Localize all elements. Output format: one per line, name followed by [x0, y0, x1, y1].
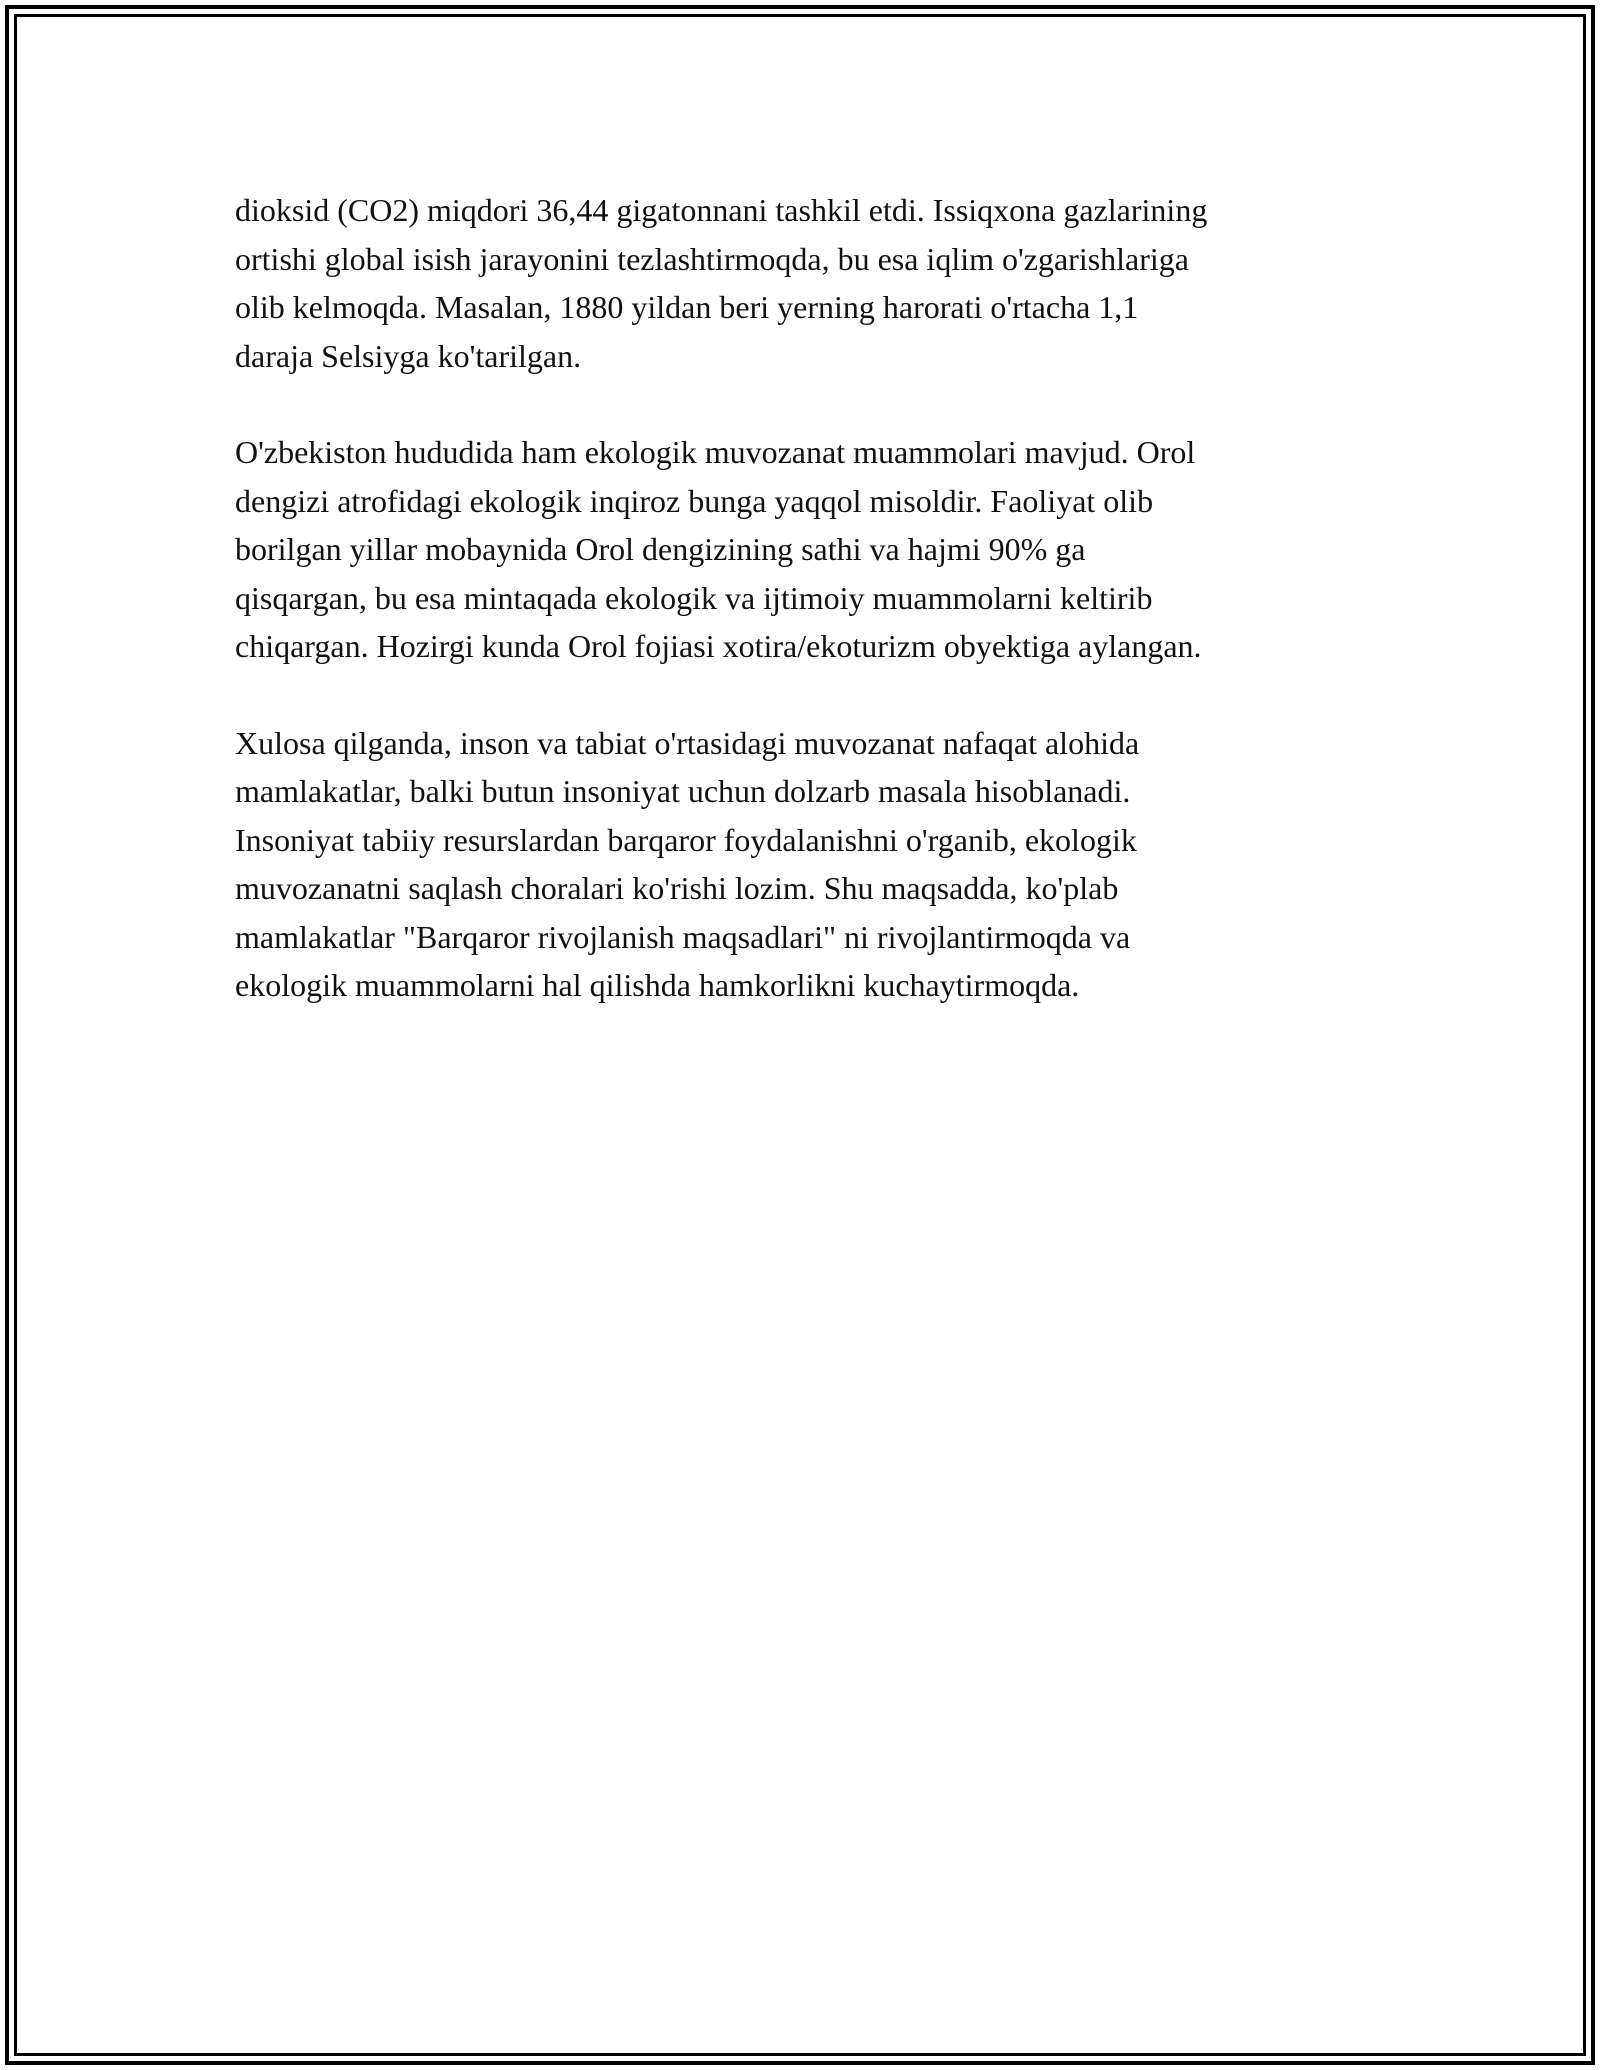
- paragraph-conclusion: Xulosa qilganda, inson va tabiat o'rtasidagi muvozanat nafaqat alohida mamlakatlar, balki butun insoniyat uchun dolzarb masala hisoblanadi. Insoniyat tabiiy resurslardan barqaror foydalanishni o'rganib, ekologik muvozanatni saqlash choralari ko'rishi lozim. Shu maqsadda, ko'plab mamlakatlar "Barqaror rivojlanish maqsadlari" ni rivojlantirmoqda va ekologik muammolarni hal qilishda hamkorlikni kuchaytirmoqda.: [235, 724, 1140, 1003]
- paragraph-co2-emissions: dioksid (CO2) miqdori 36,44 gigatonnani tashkil etdi. Issiqxona gazlarining ortishi global isish jarayonini tezlashtirmoqda, bu esa iqlim o'zgarishlariga olib kelmoqda. Masalan, 1880 yildan beri yerning harorati o'rtacha 1,1 daraja Selsiyga ko'tarilgan.: [235, 192, 1208, 374]
- document-body: [235, 186, 1365, 1058]
- paragraph-aral-sea: O'zbekiston hududida ham ekologik muvozanat muammolari mavjud. Orol dengizi atrofidagi ekologik inqiroz bunga yaqqol misoldir. Faoliyat olib borilgan yillar mobaynida Orol dengizining sathi va hajmi 90% ga qisqargan, bu esa mintaqada ekologik va ijtimoiy muammolarni keltirib chiqargan. Hozirgi kunda Orol fojiasi xotira/ekoturizm obyektiga aylangan.: [235, 434, 1202, 664]
